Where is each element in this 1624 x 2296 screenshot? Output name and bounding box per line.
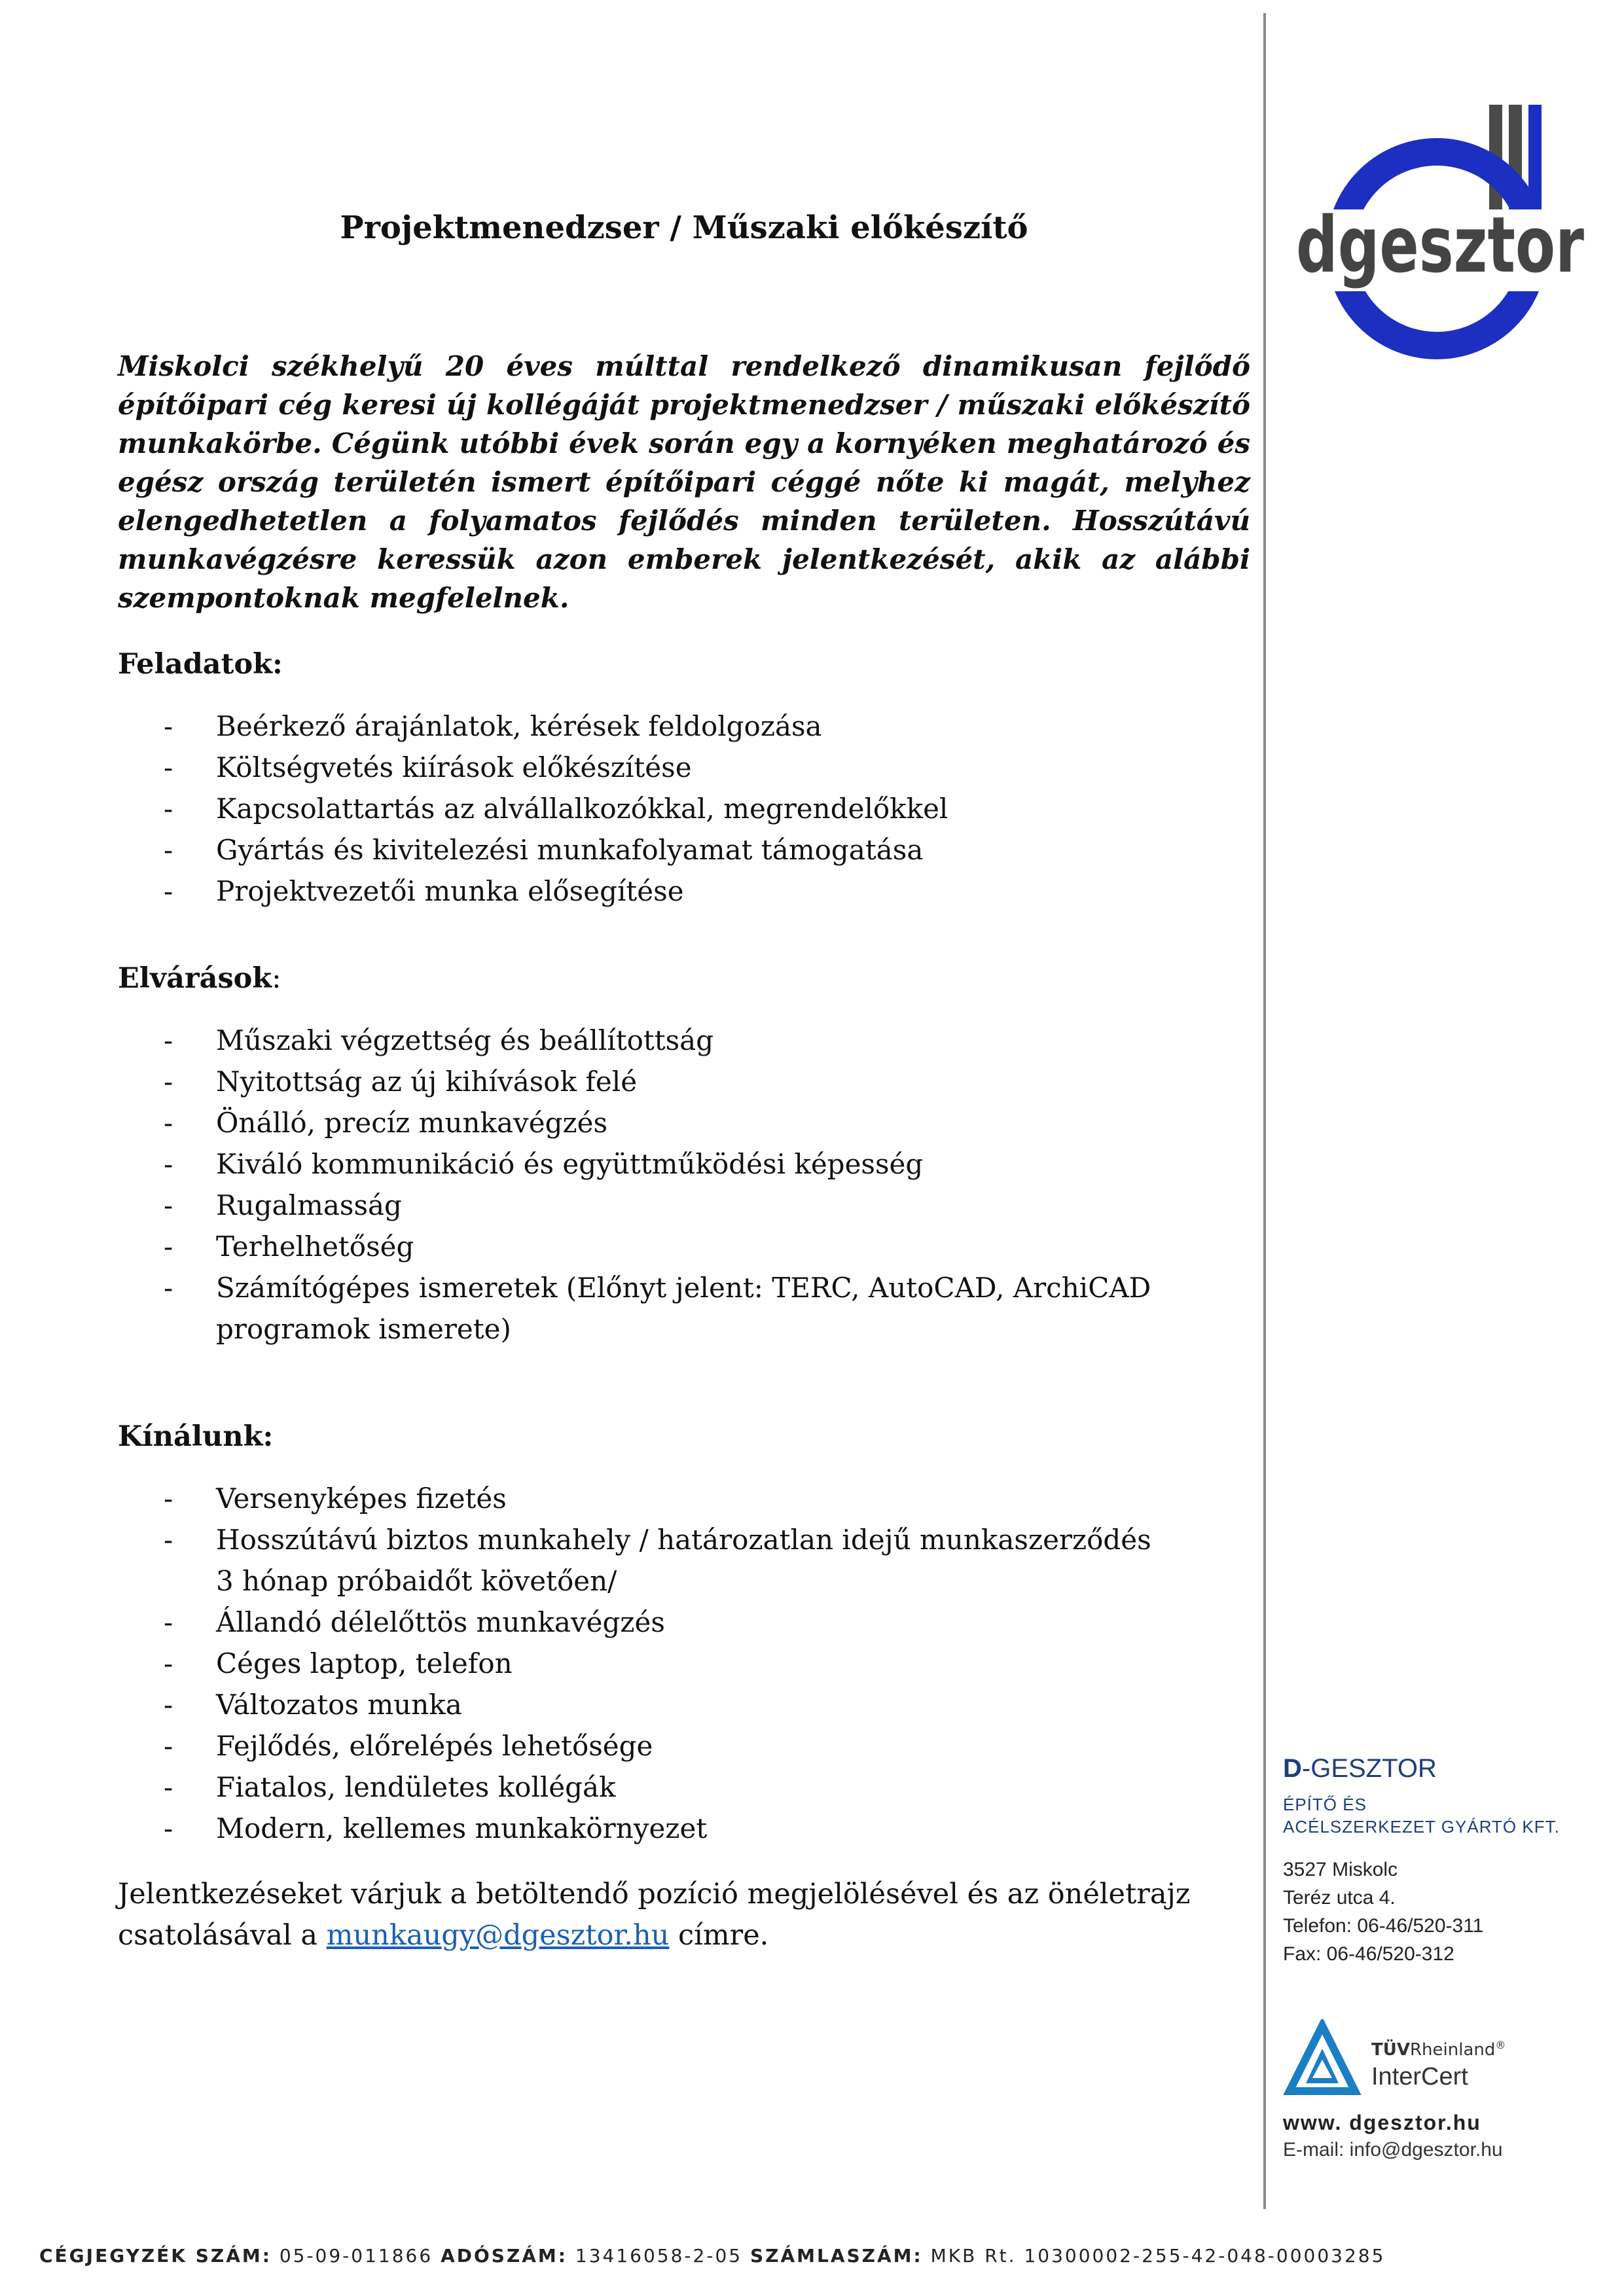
list-item: - Fejlődés, előrelépés lehetősége [164, 1730, 653, 1762]
tasks-list [118, 706, 1165, 912]
section-heading-requirements: Elvárások: [118, 962, 281, 995]
svg-text:InterCert: InterCert [1371, 2063, 1468, 2090]
list-item: - Beérkező árajánlatok, kérések feldolgozása [164, 710, 822, 742]
list-item: - Rugalmasság [164, 1189, 402, 1221]
requirements-list [118, 1020, 1165, 1350]
application-email-link[interactable]: munkaugy@dgesztor.hu [326, 1919, 670, 1952]
list-item: - Versenyképes fizetés [164, 1482, 507, 1515]
list-item: - Önálló, precíz munkavégzés [164, 1107, 608, 1139]
list-item: - Számítógépes ismeretek (Előnyt jelent: TERC, AutoCAD, ArchiCAD programok ismerete) [164, 1272, 1151, 1345]
svg-text:dgesztor: dgesztor [1296, 200, 1584, 290]
intro-paragraph: Miskolci székhelyű 20 éves múlttal rendelkező dinamikusan fejlődő építőipari cég keresi új kollégáját projektmenedzser / műszaki előkészítő munkakörbe. Cégünk utóbbi évek során egy a kornyéken meghatározó és egész ország területén ismert építőipari céggé nőte ki magát, melyhez elengedhetetlen a folyamatos fejlődés minden területen. Hosszútávú munkavégzésre keressük azon emberek jelentkezését, akik az alábbi szempontoknak megfelelnek. [118, 350, 1250, 614]
footer-registration: CÉGJEGYZÉK SZÁM: 05-09-011866 ADÓSZÁM: 13416058-2-05 SZÁMLASZÁM: MKB Rt. 10300002-255-42-048-00003285 [39, 2245, 1386, 2267]
page-title: Projektmenedzser / Műszaki előkészítő [340, 209, 1028, 246]
list-item: - Műszaki végzettség és beállítottság [164, 1024, 714, 1056]
list-item: - Fiatalos, lendületes kollégák [164, 1771, 616, 1803]
section-heading-offers: Kínálunk: [118, 1420, 274, 1453]
list-item: - Gyártás és kivitelezési munkafolyamat támogatása [164, 834, 924, 866]
company-website: www. dgesztor.hu [1283, 2111, 1481, 2134]
offers-list [118, 1478, 1165, 1849]
logo-graphic [1263, 92, 1591, 367]
list-item: - Projektvezetői munka elősegítése [164, 875, 684, 907]
tuv-triangle-icon [1283, 2019, 1506, 2104]
list-item: - Céges laptop, telefon [164, 1647, 513, 1679]
list-item: - Hosszútávú biztos munkahely / határozatlan idejű munkaszerződés 3 hónap próbaidőt követően/ [164, 1524, 1151, 1597]
list-item: - Terhelhetőség [164, 1230, 414, 1263]
section-heading-tasks: Feladatok: [118, 648, 283, 681]
application-instructions: Jelentkezéseket várjuk a betöltendő pozíció megjelölésével és az önéletrajz csatolásával a munkaugy@dgesztor.hu címre. [118, 1878, 1191, 1952]
svg-text:TÜVRheinland®: TÜVRheinland® [1371, 2039, 1506, 2060]
company-name: D-GESZTOR [1283, 1754, 1437, 1783]
list-item: - Állandó délelőttös munkavégzés [164, 1606, 665, 1638]
list-item: - Kapcsolattartás az alvállalkozókkal, megrendelőkkel [164, 793, 948, 825]
company-email: E-mail: info@dgesztor.hu [1283, 2139, 1503, 2161]
list-item: - Változatos munka [164, 1689, 462, 1721]
list-item: - Nyitottság az új kihívások felé [164, 1066, 638, 1098]
company-subtitle: ÉPÍTŐ ÉS ACÉLSZERKEZET GYÁRTÓ KFT. [1283, 1795, 1560, 1837]
list-item: - Költségvetés kiírások előkészítése [164, 751, 692, 783]
company-logo [1263, 92, 1591, 367]
company-address: 3527 Miskolc Teréz utca 4. Telefon: 06-46/520-311 Fax: 06-46/520-312 [1283, 1859, 1484, 1965]
tuv-certification-logo [1283, 2019, 1506, 2107]
list-item: - Modern, kellemes munkakörnyezet [164, 1812, 708, 1844]
list-item: - Kiváló kommunikáció és együttműködési képesség [164, 1148, 924, 1180]
